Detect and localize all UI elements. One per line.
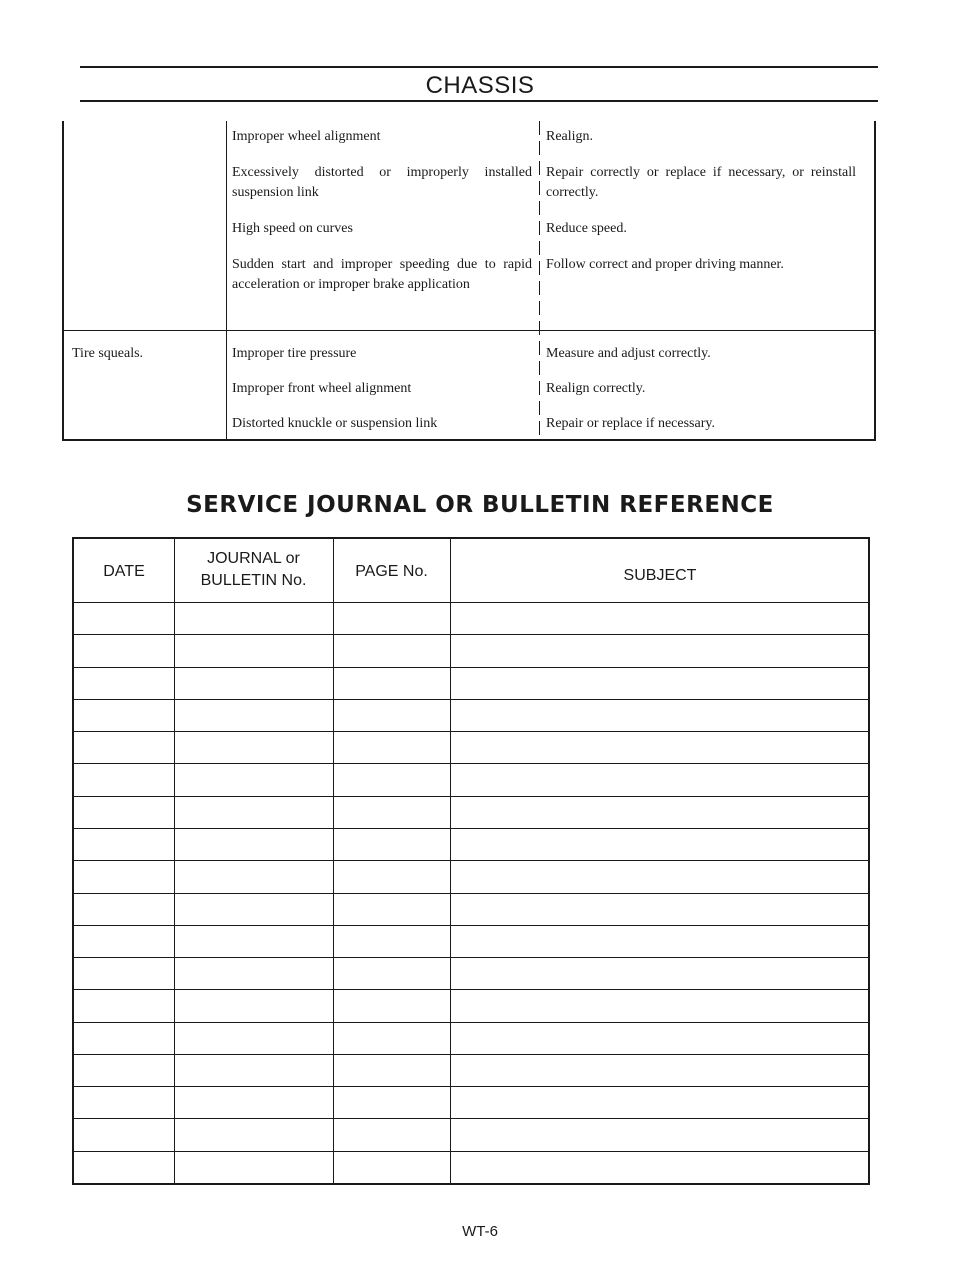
journal-row-line <box>74 1151 868 1152</box>
journal-row-line <box>74 1086 868 1087</box>
date-column-header: DATE <box>103 563 145 580</box>
cause-text: Distorted knuckle or suspension link <box>232 416 438 431</box>
journal-row-line <box>74 989 868 990</box>
remedy-text: Realign. <box>546 129 594 144</box>
journal-column-header-line2: BULLETIN No. <box>200 572 307 589</box>
cause-text: High speed on curves <box>232 221 353 236</box>
cause-text: Improper front wheel alignment <box>232 381 412 396</box>
journal-row-line <box>74 699 868 700</box>
cause-text: Excessively distorted or improperly installed suspension link <box>232 165 532 200</box>
condition-text: Tire squeals. <box>72 346 144 361</box>
journal-row-line <box>74 763 868 764</box>
remedy-text: Follow correct and proper driving manner. <box>546 257 784 272</box>
section-title: CHASSIS <box>425 72 535 99</box>
journal-row-line <box>74 957 868 958</box>
journal-row-line <box>74 1054 868 1055</box>
journal-row-line <box>74 1022 868 1023</box>
journal-row-line <box>74 925 868 926</box>
cause-text: Sudden start and improper speeding due to rapid acceleration or improper brake application <box>232 257 532 292</box>
journal-row-line <box>74 860 868 861</box>
remedy-text: Realign correctly. <box>546 381 646 396</box>
journal-row-line <box>74 602 868 603</box>
journal-row-line <box>74 731 868 732</box>
header-bottom-rule <box>80 100 878 102</box>
troubleshooting-table <box>62 121 876 441</box>
column-divider <box>539 121 540 440</box>
journal-row-line <box>74 828 868 829</box>
remedy-text: Repair correctly or replace if necessary, or reinstall correctly. <box>546 165 856 200</box>
page-column-header: PAGE No. <box>355 563 428 580</box>
journal-row-line <box>74 796 868 797</box>
remedy-text: Repair or replace if necessary. <box>546 416 715 431</box>
group-divider <box>64 330 874 331</box>
journal-row-line <box>74 634 868 635</box>
journal-table <box>72 537 870 1185</box>
journal-row-line <box>74 1118 868 1119</box>
header-top-rule <box>80 66 878 68</box>
journal-row-line <box>74 893 868 894</box>
journal-column-header-line1: JOURNAL or <box>207 550 300 567</box>
page-number: WT-6 <box>462 1223 498 1240</box>
journal-row-line <box>74 667 868 668</box>
cause-text: Improper wheel alignment <box>232 129 381 144</box>
journal-heading: SERVICE JOURNAL OR BULLETIN REFERENCE <box>186 492 774 518</box>
column-divider <box>226 121 227 440</box>
subject-column-header: SUBJECT <box>623 567 697 584</box>
remedy-text: Measure and adjust correctly. <box>546 346 711 361</box>
remedy-text: Reduce speed. <box>546 221 627 236</box>
cause-text: Improper tire pressure <box>232 346 357 361</box>
